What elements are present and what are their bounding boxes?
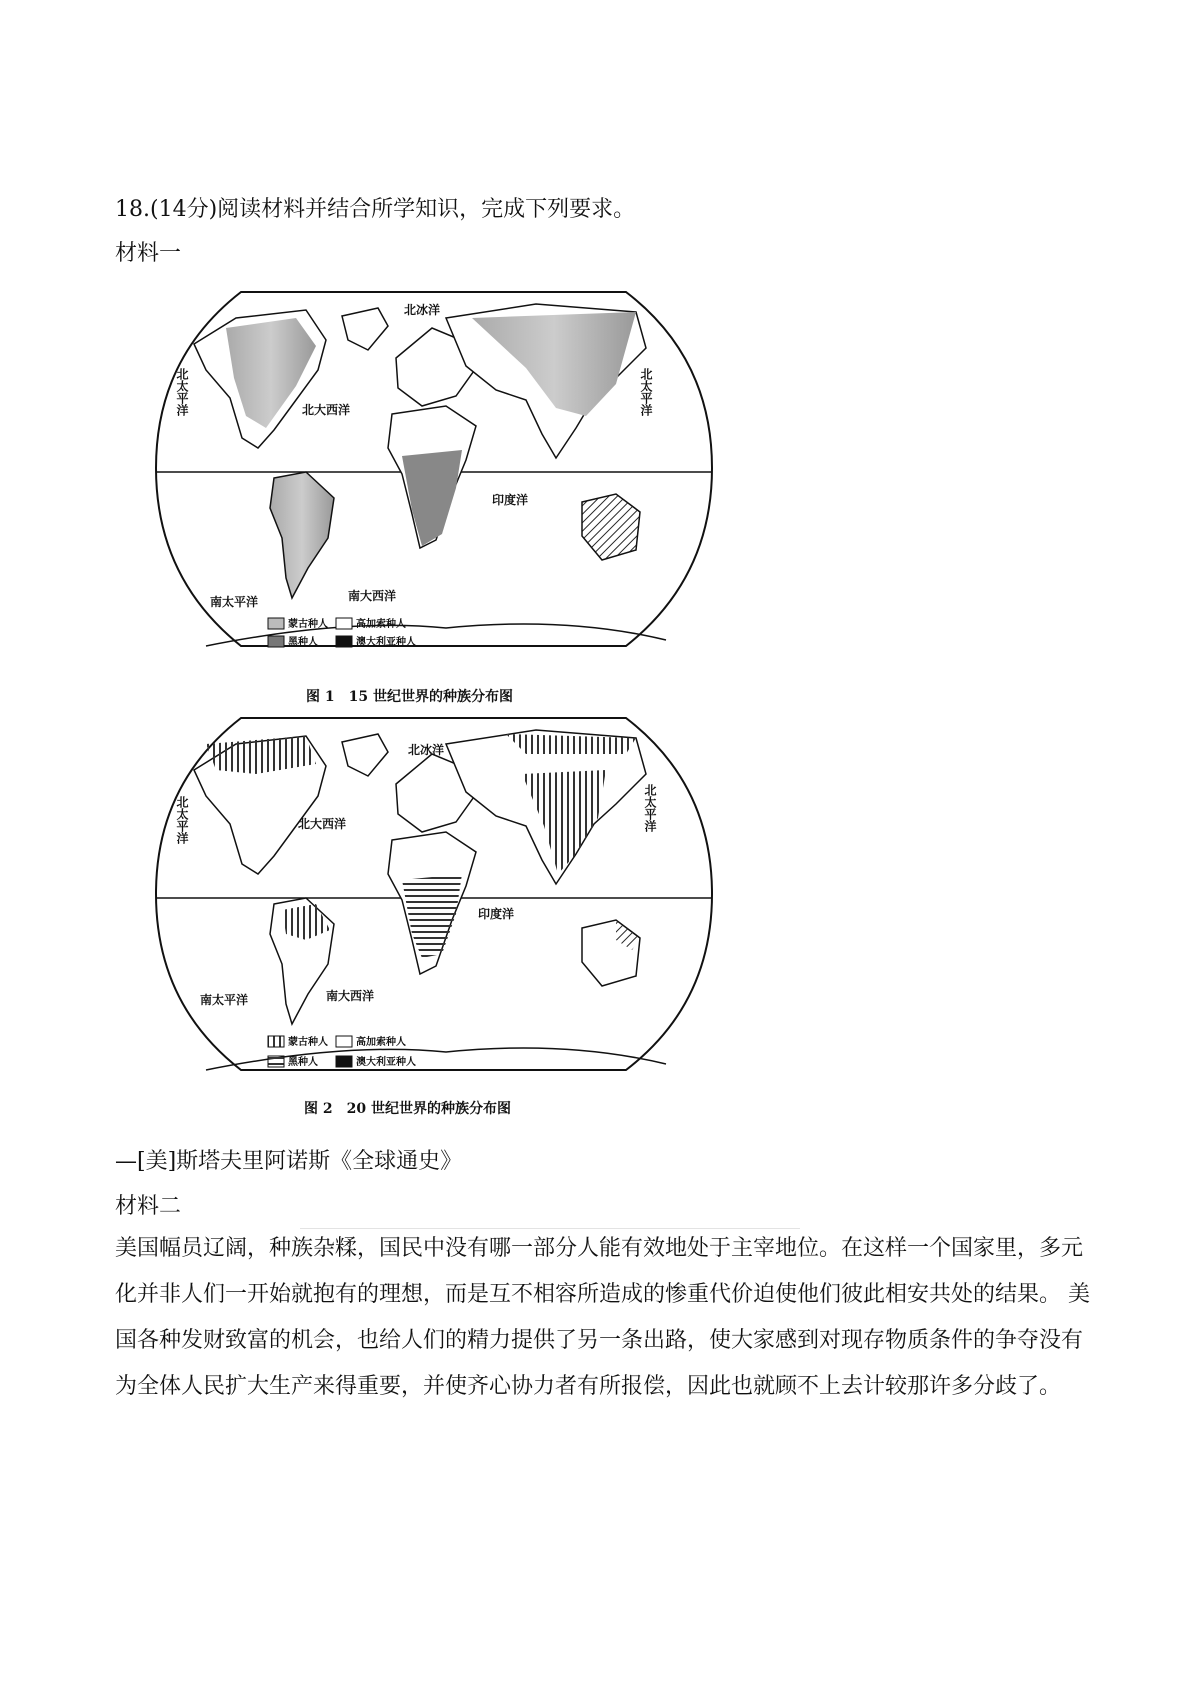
label-north-atlantic: 北大西洋 [298,817,347,831]
figure-2 [146,714,726,1098]
label-south-pacific: 南太平洋 [210,595,259,609]
label-north-pacific-right: 北太平洋 [639,368,653,416]
legend-caucasoid: 高加索种人 [356,619,406,630]
label-south-atlantic: 南大西洋 [348,589,397,603]
legend-australoid: 澳大利亚种人 [356,637,416,648]
world-race-map-20th-century [146,714,726,1094]
material-2-text: 美国幅员辽阔，种族杂糅，国民中没有哪一部分人能有效地处于主宰地位。在这样一个国家里，多元化并非人们一开始就抱有的理想，而是互不相容所造成的惨重代价迫使他们彼此相安共处的结果。 美国各种发财致富的机会，也给人们的精力提供了另一条出路，使大家感到对现存物质条件的争夺没有为全体人民扩大生产来得重要，并使齐心协力者有所报偿，因此也就顾不上去计较那许多分歧了。 [115,1236,1090,1399]
label-indian-ocean: 印度洋 [492,493,529,507]
label-arctic-ocean: 北冰洋 [404,303,441,317]
legend-swatch-australoid [336,1056,352,1067]
legend-swatch-mongoloid [268,1036,284,1047]
material-2-label: 材料二 [115,1194,182,1219]
legend-swatch-negroid [268,1056,284,1067]
legend-mongoloid: 蒙古种人 [288,1037,328,1048]
legend-swatch-mongoloid [268,618,284,629]
legend-swatch-negroid [268,636,284,647]
figure-1-caption: 图 1 15 世纪世界的种族分布图 [306,689,513,705]
label-north-atlantic: 北大西洋 [302,403,351,417]
legend-swatch-caucasoid [336,618,352,629]
label-arctic-ocean: 北冰洋 [408,743,445,757]
legend-mongoloid: 蒙古种人 [288,619,328,630]
figure-2-caption: 图 2 20 世纪世界的种族分布图 [304,1101,511,1117]
material-1-source: —[美]斯塔夫里阿诺斯《全球通史》 [115,1149,463,1174]
legend-swatch-caucasoid [336,1036,352,1047]
legend-swatch-australoid [336,636,352,647]
label-north-pacific-left: 北太平洋 [175,796,189,844]
label-indian-ocean: 印度洋 [478,907,515,921]
figure-1 [146,288,726,682]
legend-australoid: 澳大利亚种人 [356,1057,416,1068]
legend-caucasoid: 高加索种人 [356,1037,406,1048]
legend-negroid: 黑种人 [288,637,318,648]
question-header: 18.(14分)阅读材料并结合所学知识，完成下列要求。 [115,197,636,222]
label-north-pacific-left: 北太平洋 [175,368,189,416]
label-south-atlantic: 南大西洋 [326,989,375,1003]
label-north-pacific-right: 北太平洋 [643,784,657,832]
label-south-pacific: 南太平洋 [200,993,249,1007]
material-1-label: 材料一 [115,241,182,266]
world-race-map-15th-century [146,288,726,678]
legend-negroid: 黑种人 [288,1057,318,1068]
